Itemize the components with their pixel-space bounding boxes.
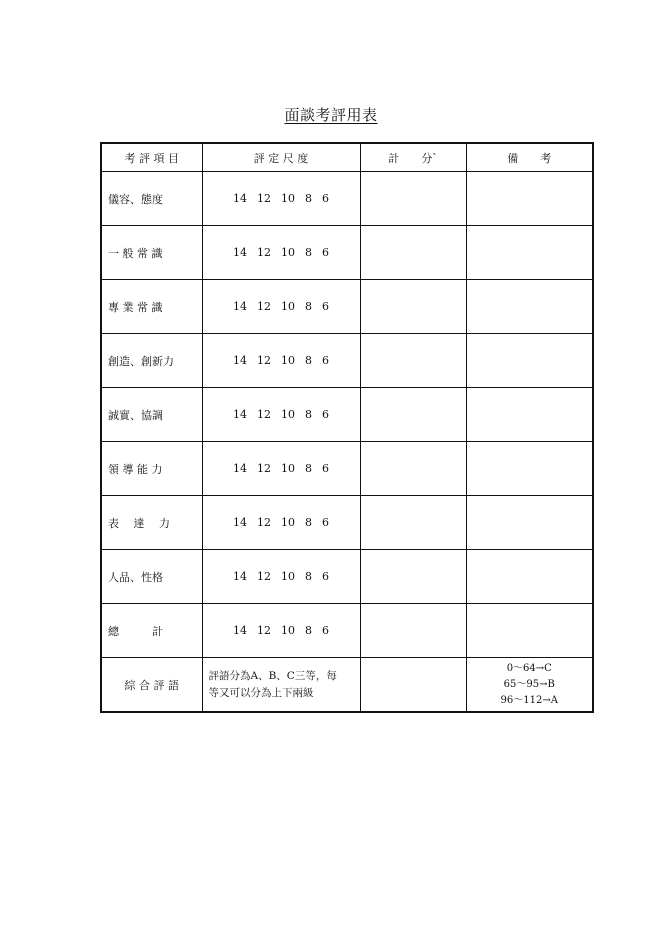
rating-scale[interactable] (202, 226, 360, 280)
scale-value: 8 (305, 246, 312, 259)
scale-value: 6 (322, 246, 329, 259)
form-title (0, 104, 662, 125)
score-cell[interactable] (360, 226, 466, 280)
remark-cell[interactable] (466, 388, 593, 442)
table-row (101, 388, 593, 442)
rating-scale[interactable] (202, 442, 360, 496)
score-cell[interactable] (360, 280, 466, 334)
scale-value: 6 (322, 462, 329, 475)
table-row (101, 172, 593, 226)
rating-scale[interactable] (202, 388, 360, 442)
table-body (101, 172, 593, 713)
scale-value: 14 (233, 300, 247, 313)
scale-value: 12 (257, 354, 271, 367)
scale-value: 6 (322, 570, 329, 583)
remark-cell[interactable] (466, 442, 593, 496)
scale-value: 8 (305, 408, 312, 421)
scale-value: 12 (257, 516, 271, 529)
header-score: 計 分` (360, 143, 466, 172)
scale-value: 10 (281, 246, 295, 259)
evaluation-table (100, 142, 594, 713)
summary-desc-line: 等又可以分為上下兩級 (208, 686, 314, 699)
scale-value: 8 (305, 300, 312, 313)
remark-cell[interactable] (466, 334, 593, 388)
form-title-text: 面談考評用表 (284, 106, 378, 124)
item-name: 總 計 (101, 604, 202, 658)
scale-value: 14 (233, 516, 247, 529)
remark-cell[interactable] (466, 172, 593, 226)
score-cell[interactable] (360, 442, 466, 496)
item-name: 誠實、協調 (101, 388, 202, 442)
grade-range: 96～112→A (500, 694, 558, 706)
scale-value: 6 (322, 354, 329, 367)
rating-scale[interactable] (202, 496, 360, 550)
scale-value: 10 (281, 192, 295, 205)
scale-value: 10 (281, 624, 295, 637)
scale-value: 14 (233, 624, 247, 637)
rating-scale[interactable] (202, 172, 360, 226)
rating-scale[interactable] (202, 334, 360, 388)
scale-value: 10 (281, 462, 295, 475)
scale-value: 8 (305, 462, 312, 475)
scale-value: 14 (233, 354, 247, 367)
header-scale: 評 定 尺 度 (202, 143, 360, 172)
remark-cell[interactable] (466, 226, 593, 280)
scale-value: 10 (281, 570, 295, 583)
item-name: 領 導 能 力 (101, 442, 202, 496)
scale-value: 14 (233, 192, 247, 205)
remark-cell[interactable] (466, 496, 593, 550)
item-name: 一 般 常 識 (101, 226, 202, 280)
scale-value: 14 (233, 408, 247, 421)
scale-value: 8 (305, 570, 312, 583)
scale-value: 12 (257, 408, 271, 421)
score-cell[interactable] (360, 496, 466, 550)
remark-cell[interactable] (466, 550, 593, 604)
scale-value: 6 (322, 624, 329, 637)
scale-value: 8 (305, 192, 312, 205)
scale-value: 8 (305, 624, 312, 637)
remark-cell[interactable] (466, 280, 593, 334)
score-cell[interactable] (360, 334, 466, 388)
scale-value: 12 (257, 624, 271, 637)
item-name: 儀容、態度 (101, 172, 202, 226)
scale-value: 10 (281, 300, 295, 313)
summary-label: 綜 合 評 語 (101, 658, 202, 713)
summary-desc-line: 評語分為A、B、C三等，每 (208, 669, 337, 682)
scale-value: 6 (322, 408, 329, 421)
summary-row (101, 658, 593, 713)
item-name: 人品、性格 (101, 550, 202, 604)
scale-value: 12 (257, 462, 271, 475)
remark-cell[interactable] (466, 604, 593, 658)
item-name: 創造、創新力 (101, 334, 202, 388)
table-row (101, 280, 593, 334)
scale-value: 6 (322, 192, 329, 205)
score-cell[interactable] (360, 388, 466, 442)
table-header-row (101, 143, 593, 172)
scale-value: 14 (233, 570, 247, 583)
scale-value: 10 (281, 354, 295, 367)
header-remark: 備 考 (466, 143, 593, 172)
score-cell[interactable] (360, 172, 466, 226)
scale-value: 12 (257, 300, 271, 313)
item-name: 表 達 力 (101, 496, 202, 550)
score-cell[interactable] (360, 604, 466, 658)
table-row (101, 442, 593, 496)
scale-value: 10 (281, 408, 295, 421)
table-row (101, 226, 593, 280)
scale-value: 8 (305, 354, 312, 367)
scale-value: 6 (322, 300, 329, 313)
header-item: 考 評 項 目 (101, 143, 202, 172)
rating-scale[interactable] (202, 604, 360, 658)
scale-value: 12 (257, 570, 271, 583)
scale-value: 12 (257, 192, 271, 205)
score-cell[interactable] (360, 550, 466, 604)
table-row (101, 604, 593, 658)
scale-value: 12 (257, 246, 271, 259)
table-row (101, 496, 593, 550)
grade-range: 0～64→C (506, 662, 552, 674)
scale-value: 8 (305, 516, 312, 529)
scale-value: 14 (233, 246, 247, 259)
rating-scale[interactable] (202, 550, 360, 604)
item-name: 專 業 常 識 (101, 280, 202, 334)
summary-score-cell[interactable] (360, 658, 466, 713)
scale-value: 6 (322, 516, 329, 529)
summary-description (202, 658, 360, 713)
scale-value: 10 (281, 516, 295, 529)
scale-value: 14 (233, 462, 247, 475)
rating-scale[interactable] (202, 280, 360, 334)
grade-ranges (466, 658, 593, 713)
table-row (101, 550, 593, 604)
table-row (101, 334, 593, 388)
grade-range: 65～95→B (503, 678, 555, 690)
